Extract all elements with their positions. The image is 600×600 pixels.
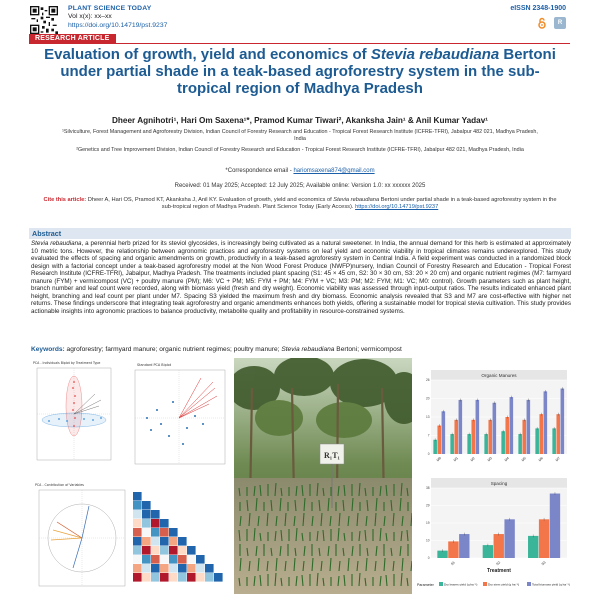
x-tick-label: M3 <box>486 456 493 463</box>
legend-label: Dry leaves yield (q ha⁻¹) <box>444 582 478 587</box>
correspondence-email[interactable]: hariomsaxena874@gmail.com <box>293 168 375 174</box>
heatmap-cell <box>160 564 169 573</box>
bar <box>522 420 526 454</box>
heatmap-cell <box>178 564 187 573</box>
researchgate-icon[interactable]: R <box>554 17 566 29</box>
x-tick-label: M5 <box>520 456 527 463</box>
heatmap-cell <box>151 537 160 546</box>
bar <box>488 420 492 454</box>
legend-swatch <box>439 582 443 586</box>
x-tick-label: S1 <box>450 560 456 567</box>
graphical-abstract <box>29 358 571 596</box>
chart-top-title: Organic Manures <box>481 373 517 378</box>
heatmap-cell <box>151 510 160 519</box>
bar <box>494 534 504 558</box>
heatmap-cell <box>133 555 142 564</box>
y-tick-label: 0 <box>427 452 430 457</box>
heatmap-cell <box>142 555 151 564</box>
legend-label: Total biomass yield (q ha⁻¹) <box>532 582 570 587</box>
bar <box>510 397 514 454</box>
x-tick-label: M0 <box>435 456 442 463</box>
heatmap-cell <box>187 573 196 582</box>
pca-biplot <box>121 358 229 474</box>
x-tick-label: M1 <box>452 456 459 463</box>
heatmap-cell <box>142 573 151 582</box>
bar <box>493 403 497 454</box>
bar <box>459 400 463 454</box>
article-title: Evaluation of growth, yield and economics of Stevia rebaudiana Bertoni under partial shade in a teak-based agroforestry system in the sub-tropical region of Madhya Pradesh <box>44 46 556 97</box>
field-photo <box>234 358 412 594</box>
x-tick-label: M6 <box>537 456 544 463</box>
heatmap-cell <box>142 528 151 537</box>
heatmap-cell <box>142 537 151 546</box>
heatmap-cell <box>196 573 205 582</box>
chart-bottom-title: Spacing <box>490 481 508 486</box>
bar <box>544 391 548 454</box>
heatmap-cell <box>169 546 178 555</box>
bar <box>448 541 458 558</box>
bar <box>450 434 454 454</box>
bar <box>518 434 522 454</box>
heatmap-cell <box>151 546 160 555</box>
heatmap-cell <box>169 573 178 582</box>
y-tick-label: 29 <box>425 503 430 508</box>
bar <box>471 420 475 454</box>
heatmap-cell <box>187 546 196 555</box>
article-dates: Received: 01 May 2025; Accepted: 12 July 2025; Available online: Version 1.0: xx xxxxxx 2025 <box>174 183 426 189</box>
heatmap-cell <box>160 537 169 546</box>
affiliation-1: ¹Silviculture, Forest Management and Agroforestry Division, Indian Council of Forestry Research and Education - Tropical Forest Research Institute (ICFRE-TFRI), Jabalpur 482 021, Madhya Pradesh, India <box>62 129 538 142</box>
y-tick-label: 20 <box>425 396 430 401</box>
yield-bar-charts <box>415 358 571 594</box>
bar <box>527 400 531 454</box>
correspondence: *Correspondence email - hariomsaxena874@gmail.com <box>225 168 375 174</box>
bar <box>539 519 549 558</box>
heatmap-cell <box>151 573 160 582</box>
heatmap-cell <box>160 546 169 555</box>
heatmap-cell <box>133 501 142 510</box>
heatmap-cell <box>142 519 151 528</box>
heatmap-cell <box>142 546 151 555</box>
bar <box>501 431 505 454</box>
heatmap-cell <box>133 528 142 537</box>
heatmap-cell <box>214 573 223 582</box>
y-tick-label: 19 <box>425 521 430 526</box>
bar <box>476 400 480 454</box>
y-tick-label: 13 <box>425 415 430 420</box>
heatmap-cell <box>133 492 142 501</box>
heatmap-cell <box>142 501 151 510</box>
bar <box>467 434 471 454</box>
heatmap-cell <box>151 528 160 537</box>
doi-link[interactable]: https://doi.org/10.14719/pst.9237 <box>68 21 168 29</box>
journal-info <box>68 5 167 30</box>
heatmap-cell <box>151 564 160 573</box>
qr-code-icon <box>30 6 58 34</box>
heatmap-cell <box>187 555 196 564</box>
bar <box>539 414 543 454</box>
pca-individuals-plot <box>29 358 115 474</box>
heatmap-cell <box>142 564 151 573</box>
affiliation-2: ²Genetics and Tree Improvement Division, Indian Council of Forestry Research and Education - Tropical Forest Research Institute (ICFRE-TFRI), Jabalpur 482 021, Madhya Pradesh, India <box>76 147 524 153</box>
heatmap-cell <box>133 510 142 519</box>
journal-name: PLANT SCIENCE TODAY <box>68 5 152 12</box>
heatmap-cell <box>169 555 178 564</box>
heatmap-cell <box>169 528 178 537</box>
legend-swatch <box>527 582 531 586</box>
bar <box>528 536 538 558</box>
heatmap-cell <box>205 564 214 573</box>
heatmap-cell <box>133 564 142 573</box>
correlation-heatmap <box>125 488 231 594</box>
x-tick-label: M4 <box>503 456 510 463</box>
heatmap-cell <box>160 519 169 528</box>
plot-label: R₁T₁ <box>324 451 340 460</box>
x-tick-label: M7 <box>554 456 561 463</box>
heatmap-cell <box>178 537 187 546</box>
bar <box>556 414 560 454</box>
bar <box>483 545 493 558</box>
bar <box>459 534 469 558</box>
bar <box>442 411 446 454</box>
heatmap-cell <box>160 555 169 564</box>
heatmap-cell <box>178 555 187 564</box>
heatmap-cell <box>196 555 205 564</box>
heatmap-cell <box>151 555 160 564</box>
bar <box>505 417 509 454</box>
bar <box>484 434 488 454</box>
heatmap-cell <box>169 564 178 573</box>
x-tick-label: S2 <box>495 560 502 567</box>
y-tick-label: 26 <box>425 378 430 383</box>
heatmap-cell <box>178 546 187 555</box>
x-tick-label: S3 <box>540 560 547 567</box>
open-access-icon[interactable] <box>536 17 548 29</box>
heatmap-cell <box>169 537 178 546</box>
biplot-title: Standard PCA Biplot <box>137 363 172 367</box>
bar <box>535 428 539 454</box>
bar <box>504 519 514 558</box>
x-tick-label: M2 <box>469 456 476 463</box>
citation: Cite this article: Dheer A, Hari OS, Pramod KT, Akanksha J, Anil KY. Evaluation of growth, yield and economics of Stevia rebaudiana Bertoni under partial shade in a teak-based agroforestry system in the sub-tropical region of Madhya Pradesh. Plant Science Today (Early Access). https://doi.org/10.14719/pst.9237 <box>43 197 557 211</box>
bar <box>552 428 556 454</box>
keywords: Keywords: agroforestry; farmyard manure; organic nutrient regimes; poultry manure; Stevia rebaudiana Bertoni; vermicompost <box>31 346 402 353</box>
pca-contribution-plot <box>29 478 129 594</box>
bar <box>437 426 441 454</box>
legend-swatch <box>483 582 487 586</box>
y-tick-label: 0 <box>427 556 430 561</box>
pca1-title: PCA - Individuals Biplot by Treatment Type <box>33 361 101 365</box>
heatmap-cell <box>196 564 205 573</box>
heatmap-cell <box>133 537 142 546</box>
issn: eISSN 2348-1900 <box>510 5 566 12</box>
citation-doi-link[interactable]: https://doi.org/10.14719/pst.9237 <box>355 204 439 211</box>
heatmap-cell <box>142 510 151 519</box>
journal-header <box>0 0 600 44</box>
heatmap-cell <box>187 564 196 573</box>
heatmap-cell <box>205 573 214 582</box>
heatmap-cell <box>160 528 169 537</box>
article-type-badge: RESEARCH ARTICLE <box>29 34 116 43</box>
y-tick-label: 38 <box>425 486 430 491</box>
heatmap-cell <box>133 546 142 555</box>
abstract-heading: Abstract <box>29 228 571 239</box>
header-divider <box>29 43 570 44</box>
bar <box>433 440 437 454</box>
journal-volume: Vol x(x): xx–xx <box>68 13 112 21</box>
author-list: Dheer Agnihotri¹, Hari Om Saxena¹*, Pramod Kumar Tiwari², Akanksha Jain¹ & Anil Kumar Yadav¹ <box>112 116 488 125</box>
legend-label: Dry stem yield (q ha⁻¹) <box>488 582 520 587</box>
heatmap-cell <box>133 573 142 582</box>
y-tick-label: 7 <box>427 433 430 438</box>
header-icons <box>536 17 566 29</box>
bar <box>454 420 458 454</box>
heatmap-cell <box>133 519 142 528</box>
legend-title: Parameter <box>417 583 434 587</box>
heatmap-cell <box>151 519 160 528</box>
bar <box>561 389 565 454</box>
y-tick-label: 10 <box>425 538 430 543</box>
heatmap-cell <box>178 573 187 582</box>
bar <box>550 494 560 558</box>
heatmap-cell <box>160 573 169 582</box>
pca2-title: PCA - Contribution of Variables <box>35 483 84 487</box>
abstract-body: Stevia rebaudiana, a perennial herb prized for its steviol glycosides, is increasingly being cultivated as a natural sweetener. In India, the annual demand for this herb is estimated at approximately 10 metric tons. However, the relationship between agronomic practices and agroforestry systems on leaf yield and economic viability in tropical climates remains underexplored. This study evaluated the effects of spacing and organic amendments on growth, productivity in a teak-based agroforestry system in Central India. A field experiment was conducted in a randomized block design with a factorial concept under a teak-based agroforestry model at the Non Wood Forest Produce (NWFP)nursery, Indian Council of Forestry Research and Education - Tropical Forest Research Institute (ICFRE-TFRI), Jabalpur, Madhya Pradesh. The treatments included plant spacing (S1: 45 × 45 cm, S2: 30 × 30 cm, S3: 20 × 20 cm) and organic nutrient regimes (M7: farmyard manure (FYM) + vermicompost (VC) + poultry manure (PM); M6: VC + PM; M5: FYM + PM; M4: FYM + VC; M3: PM; M2: FYM; M1: VC; M0: control). Growth parameters such as plant height, branch number and leaf count were recorded, along with biomass yield (fresh and dry weight). Economic viability was assessed through input-output ratios. The results indicated enhanced plant height, branching and leaf count per plant under M7. Spacing S3 yielded the maximum fresh and dry biomass. Economic analysis revealed that S3 and M7 are cost-effective with higher net returns. These findings underscore that integrating teak agroforestry and organic amendments enhances both yields, offering a sustainable model for tropical stevia cultivation. This study provides actionable insights into agronomic practices to balance productivity, metabolite quality and profitability in resource-constrained systems. <box>31 240 572 315</box>
x-axis-title: Treatment <box>487 568 511 574</box>
